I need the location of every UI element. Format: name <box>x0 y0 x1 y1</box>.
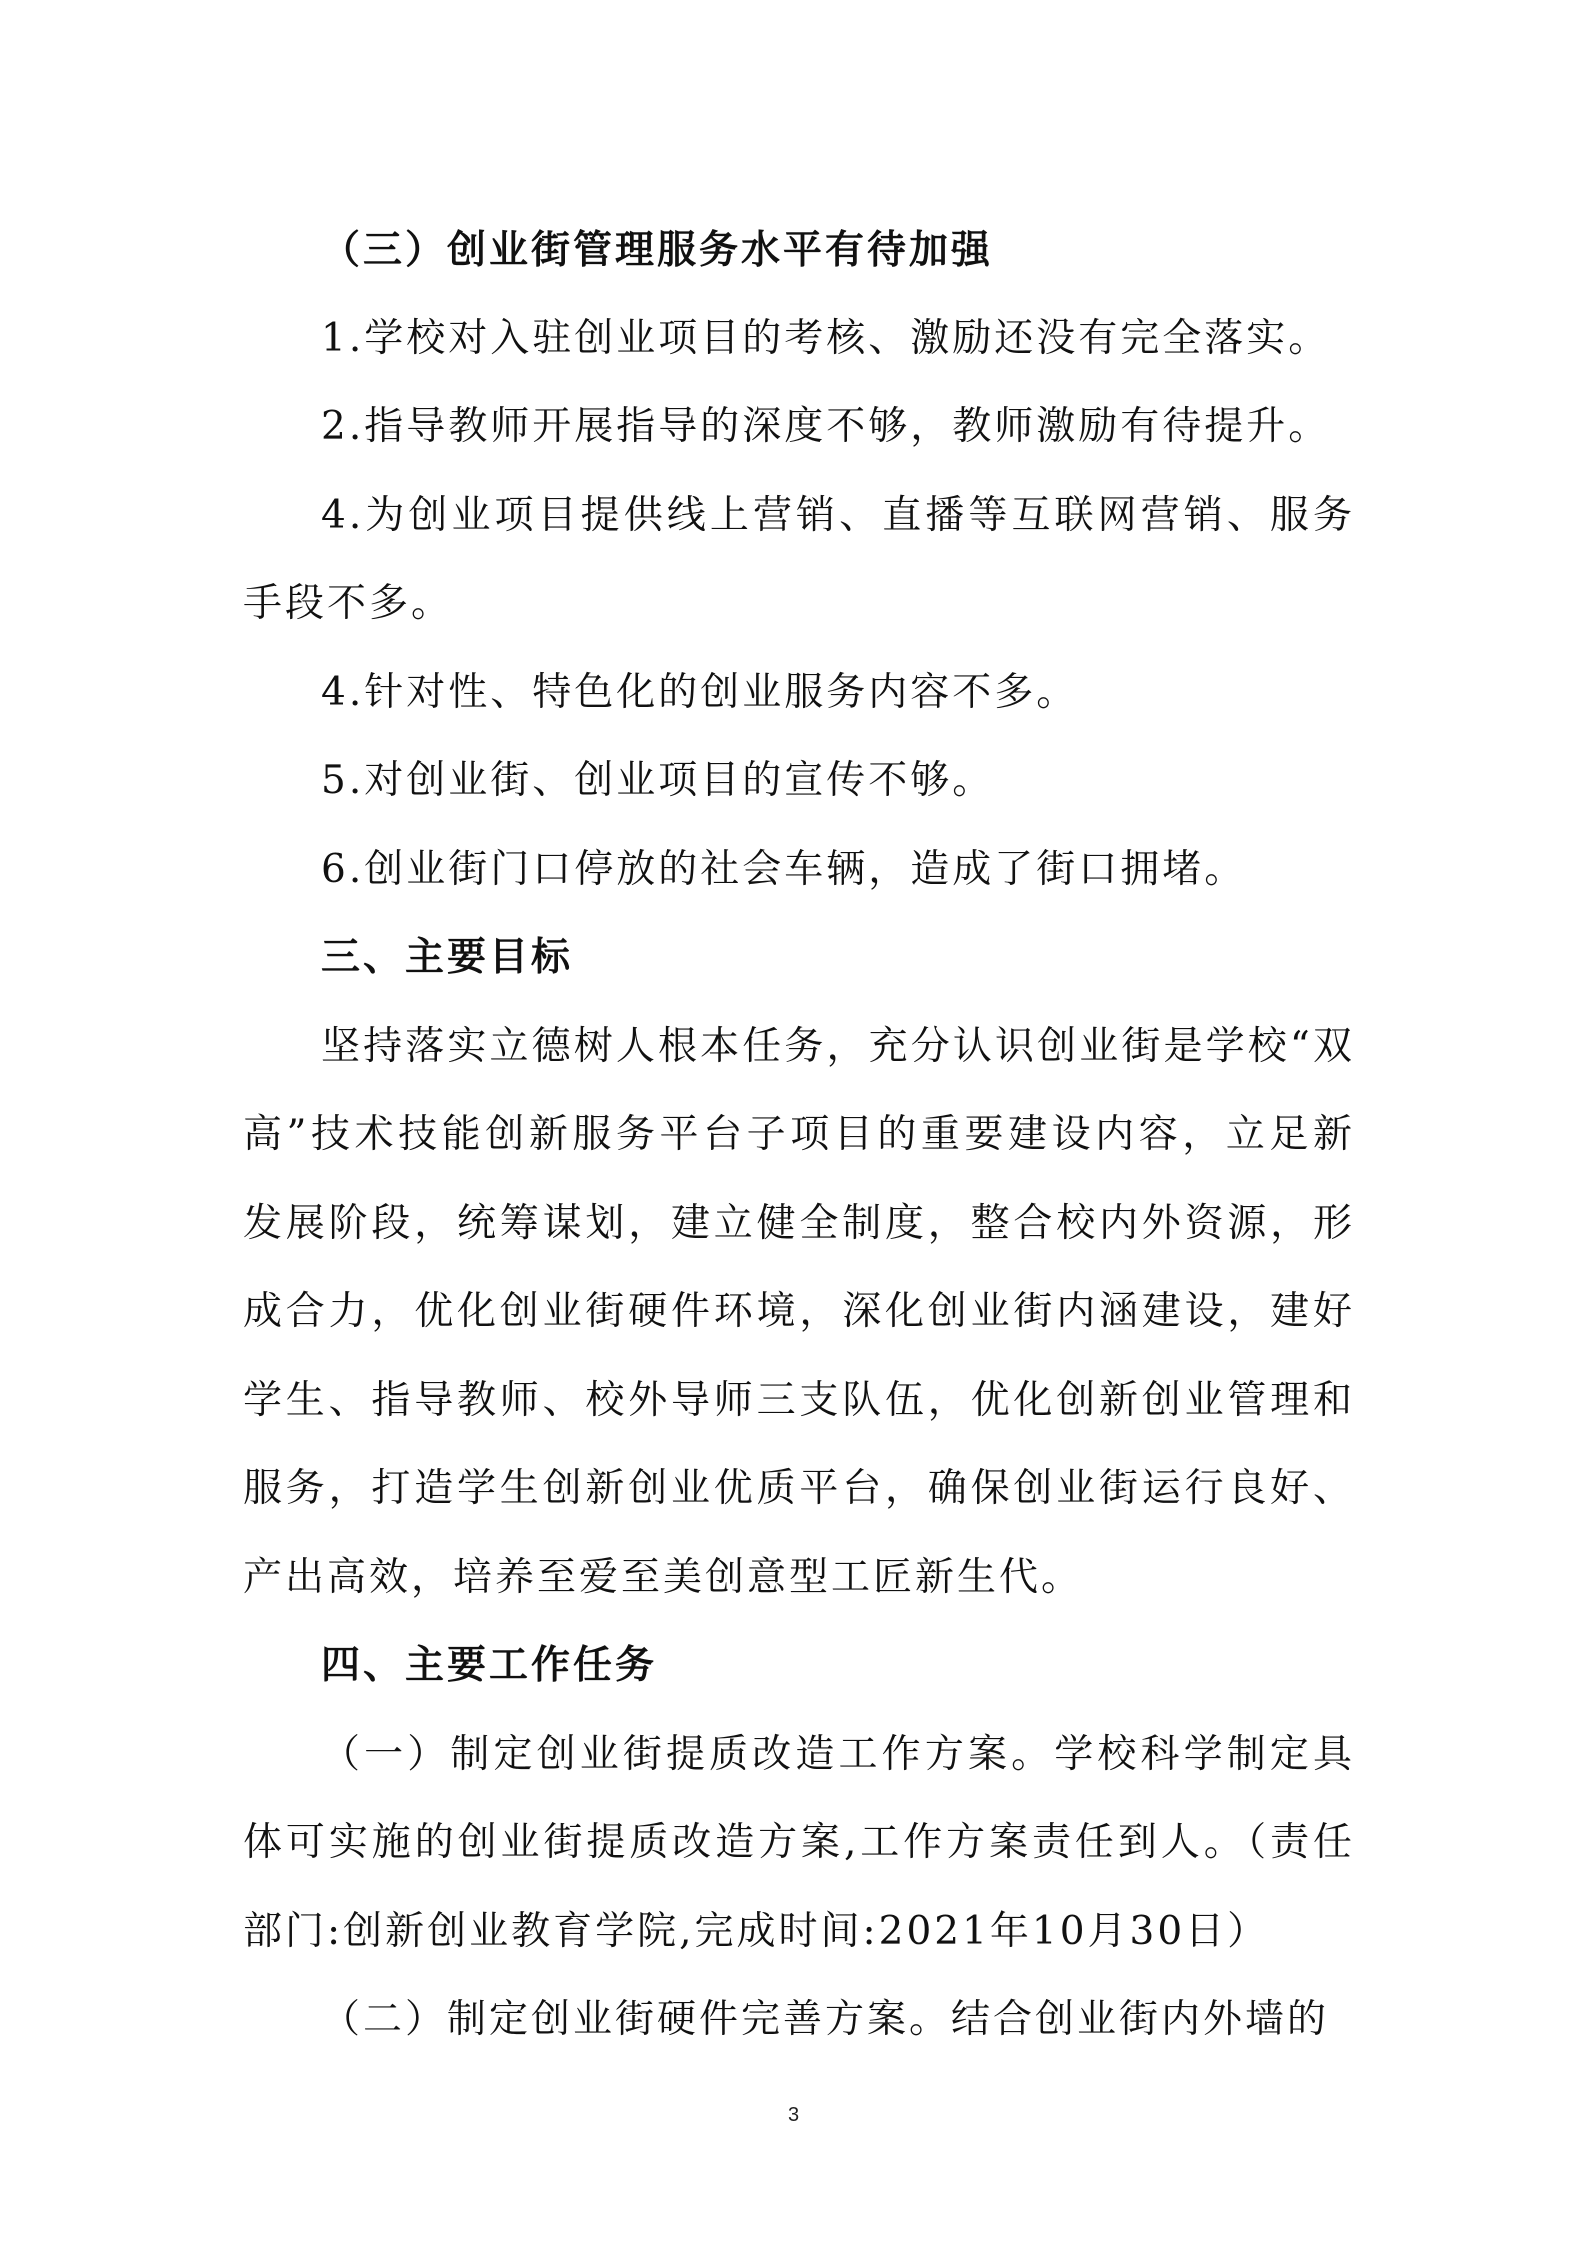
paragraph-task-2: （二）制定创业街硬件完善方案。结合创业街内外墙的 <box>321 1997 1330 2042</box>
paragraph-item-4a: 4.为创业项目提供线上营销、直播等互联网营销、服务手段不多。 <box>243 492 1355 626</box>
paragraph-item-1: 1.学校对入驻创业项目的考核、激励还没有完全落实。 <box>321 315 1331 361</box>
paragraph-item-6: 6.创业街门口停放的社会车辆，造成了街口拥堵。 <box>321 846 1247 892</box>
paragraph-task-1: （一）制定创业街提质改造工作方案。学校科学制定具体可实施的创业街提质改造方案,工作方案责任到人。（责任部门:创新创业教育学院,完成时间:2021年10月30日） <box>243 1731 1355 1954</box>
section-heading-goals: 三、主要目标 <box>321 935 574 980</box>
page-number: 3 <box>787 2104 800 2126</box>
section-heading-tasks: 四、主要工作任务 <box>321 1643 658 1688</box>
document-body <box>243 206 1355 2065</box>
paragraph-item-2: 2.指导教师开展指导的深度不够，教师激励有待提升。 <box>321 404 1331 449</box>
section-subheading-3: （三）创业街管理服务水平有待加强 <box>321 227 994 273</box>
paragraph-goals: 坚持落实立德树人根本任务，充分认识创业街是学校“双高”技术技能创新服务平台子项目的重要建设内容，立足新发展阶段，统筹谋划，建立健全制度，整合校内外资源，形成合力，优化创业街硬件环境，深化创业街内涵建设，建好学生、指导教师、校外导师三支队伍，优化创新创业管理和服务，打造学生创新创业优质平台，确保创业街运行良好、产出高效，培养至爱至美创意型工匠新生代。 <box>243 1023 1355 1600</box>
paragraph-item-4b: 4.针对性、特色化的创业服务内容不多。 <box>321 669 1079 715</box>
paragraph-item-5: 5.对创业街、创业项目的宣传不够。 <box>321 758 995 803</box>
